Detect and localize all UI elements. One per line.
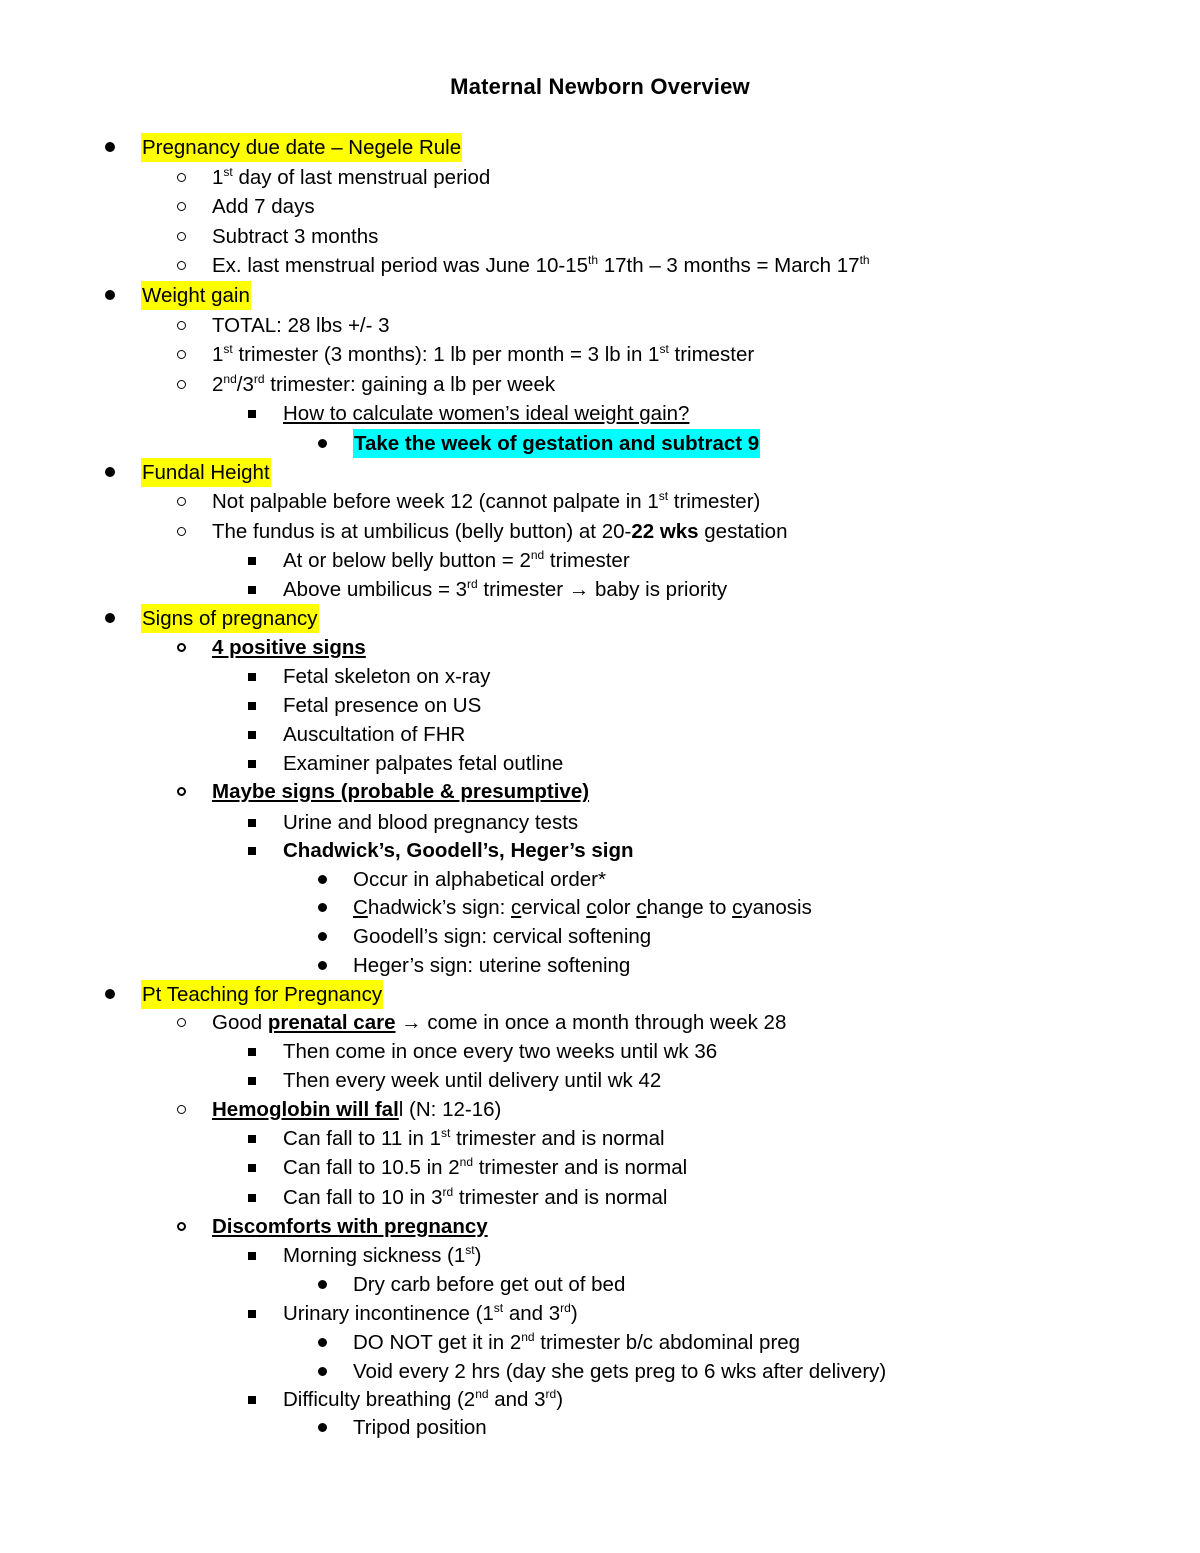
arrow-icon: → [395, 1011, 428, 1034]
list-item: Add 7 days [212, 192, 315, 221]
list-item: At or below belly button = 2nd trimester [283, 546, 630, 575]
list-item: Hemoglobin will fall (N: 12-16) [212, 1095, 501, 1124]
heading-fundal-height: Fundal Height [141, 458, 271, 487]
list-item: Then every week until delivery until wk 42 [283, 1066, 661, 1095]
list-item: Can fall to 10.5 in 2nd trimester and is normal [283, 1153, 687, 1182]
list-item: Not palpable before week 12 (cannot palpate in 1st trimester) [212, 487, 760, 516]
list-item: Morning sickness (1st) [283, 1241, 481, 1270]
list-item: How to calculate women’s ideal weight gain? [283, 399, 689, 428]
list-item: Urinary incontinence (1st and 3rd) [283, 1299, 578, 1328]
list-item: Discomforts with pregnancy [212, 1212, 488, 1241]
list-item: Take the week of gestation and subtract 9 [353, 429, 760, 458]
list-item: Heger’s sign: uterine softening [353, 951, 630, 980]
list-item: Good prenatal care → come in once a month through week 28 [212, 1008, 786, 1037]
list-item: Then come in once every two weeks until wk 36 [283, 1037, 717, 1066]
list-item: Can fall to 11 in 1st trimester and is normal [283, 1124, 665, 1153]
list-item: Occur in alphabetical order* [353, 865, 606, 894]
list-item: Ex. last menstrual period was June 10-15th 17th – 3 months = March 17th [212, 251, 870, 280]
list-item: Examiner palpates fetal outline [283, 749, 563, 778]
heading-due-date: Pregnancy due date – Negele Rule [141, 133, 462, 162]
list-item: Chadwick’s, Goodell’s, Heger’s sign [283, 836, 634, 865]
list-item: 2nd/3rd trimester: gaining a lb per week [212, 370, 555, 399]
list-item: 1st day of last menstrual period [212, 163, 490, 192]
list-item: TOTAL: 28 lbs +/- 3 [212, 311, 390, 340]
list-item: Subtract 3 months [212, 222, 378, 251]
list-item: Difficulty breathing (2nd and 3rd) [283, 1385, 563, 1414]
list-item: Urine and blood pregnancy tests [283, 808, 578, 837]
document-title: Maternal Newborn Overview [450, 74, 750, 99]
list-item: Fetal presence on US [283, 691, 481, 720]
list-item: Fetal skeleton on x-ray [283, 662, 490, 691]
list-item: 4 positive signs [212, 633, 366, 662]
list-item: 1st trimester (3 months): 1 lb per month = 3 lb in 1st trimester [212, 340, 754, 369]
list-item: Above umbilicus = 3rd trimester → baby is priority [283, 575, 727, 604]
list-item: Maybe signs (probable & presumptive) [212, 777, 589, 806]
heading-signs-of-pregnancy: Signs of pregnancy [141, 604, 319, 633]
arrow-icon: → [568, 578, 590, 601]
heading-pt-teaching: Pt Teaching for Pregnancy [141, 980, 383, 1009]
list-item: Tripod position [353, 1413, 487, 1442]
list-item: Can fall to 10 in 3rd trimester and is normal [283, 1183, 667, 1212]
heading-weight-gain: Weight gain [141, 281, 251, 310]
list-item: Chadwick’s sign: cervical color change to cyanosis [353, 893, 812, 922]
list-item: The fundus is at umbilicus (belly button) at 20-22 wks gestation [212, 517, 787, 546]
list-item: Auscultation of FHR [283, 720, 465, 749]
list-item: DO NOT get it in 2nd trimester b/c abdominal preg [353, 1328, 800, 1357]
list-item: Goodell’s sign: cervical softening [353, 922, 651, 951]
list-item: Dry carb before get out of bed [353, 1270, 625, 1299]
list-item: Void every 2 hrs (day she gets preg to 6 wks after delivery) [353, 1357, 886, 1386]
